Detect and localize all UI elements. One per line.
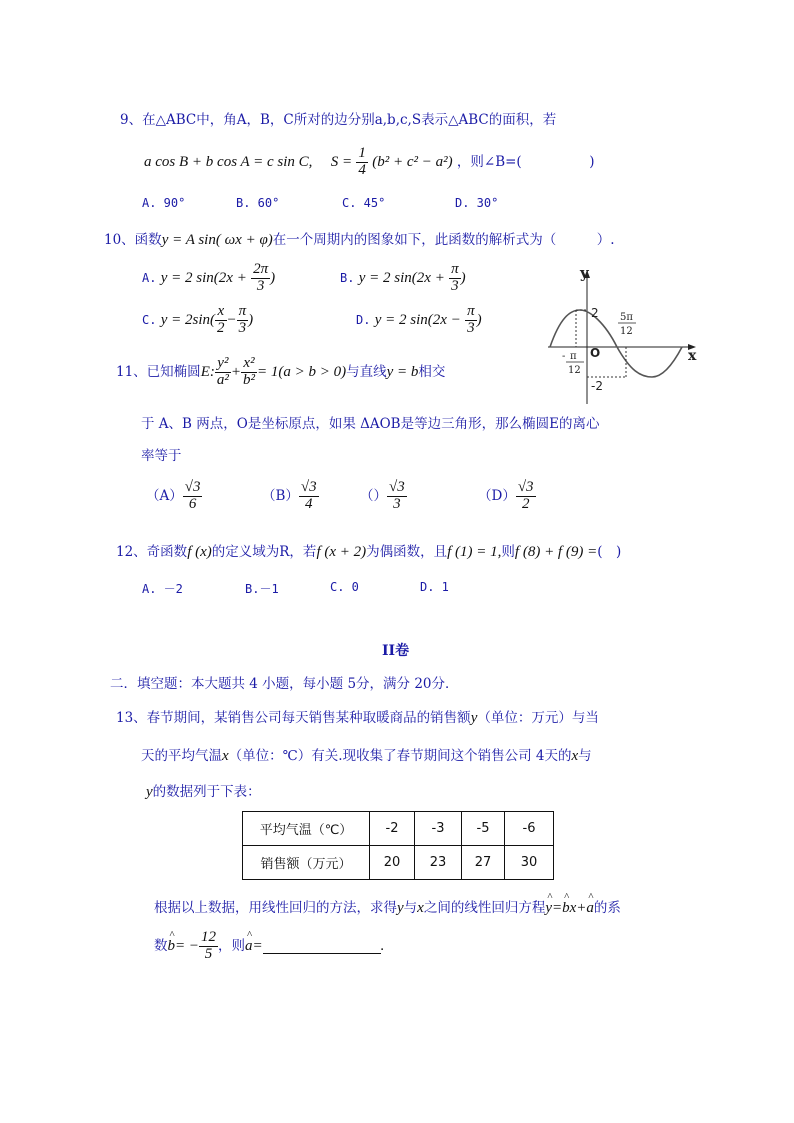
q9-cond-eq: a cos B + b cos A = c sin C,	[144, 153, 313, 170]
table-cell: -2	[370, 812, 415, 846]
q13-line2: 天的平均气温x（单位：℃）有关.现收集了春节期间这个销售公司 4天的x与	[141, 748, 592, 764]
q12-option-b: B.－1	[245, 582, 279, 596]
q11-stem: 11、已知椭圆E: $\frac{\text{y²}}{\text{a²}}$ + $\frac{\text{x²}}{\text{b²}}$ = 1(a > b > 0)与直线y = b相交	[116, 355, 446, 388]
q10-prefix: 10、函数	[104, 232, 162, 248]
q9-tail: ，则∠B=( )	[456, 153, 595, 170]
table-cell: 27	[462, 846, 505, 880]
q11-option-d: （D） $\frac{√3}{2}$	[478, 479, 534, 512]
q10-stem-text: 在一个周期内的图象如下，此函数的解析式为（ ）.	[272, 232, 615, 248]
q10-func: y = A sin( ωx + φ)	[161, 232, 273, 248]
table-cell: -6	[505, 812, 554, 846]
left-den: 12	[568, 365, 581, 376]
q13-after1: 根据以上数据，用线性回归的方法，求得y与x之间的线性回归方程^ y=^ bx+^ a的系	[154, 896, 621, 917]
q9-option-d: D. 30°	[455, 196, 499, 210]
q12-stem: 12、奇函数f (x)的定义域为R，若f (x + 2)为偶函数，且f (1) = 1,则f (8) + f (9) =( )	[116, 544, 622, 560]
origin-label: O	[590, 346, 601, 360]
max-label: 2	[591, 306, 599, 320]
table-cell: -5	[462, 812, 505, 846]
left-num: π	[570, 351, 577, 362]
q12-option-a: A. －2	[142, 582, 183, 596]
q12-option-c: C. 0	[330, 580, 359, 594]
q12-option-d: D. 1	[420, 580, 449, 594]
q11-line2: 于 A、B 两点，O是坐标原点，如果 ΔAOB是等边三角形，那么椭圆E的离心	[141, 416, 600, 432]
table-cell: 销售额（万元）	[243, 846, 370, 880]
q9-option-a: A. 90°	[142, 196, 186, 210]
q9-s-frac: $\frac{1}{4}$	[358, 145, 366, 178]
q10-option-c: C. y = 2sin( $\frac{x}{2}$ − $\frac{\pi}{3}$ )	[142, 303, 254, 336]
q10-option-d: D. y = 2 sin(2x − $\frac{\pi}{3}$ )	[356, 303, 482, 336]
table-row	[243, 846, 554, 880]
q9-condition	[144, 146, 594, 179]
q9-s-left: S =	[330, 153, 353, 170]
y-axis-label: y	[580, 264, 589, 282]
q9-stem: 9、在△ABC中，角A，B，C所对的边分别a,b,c,S表示△ABC的面积，若	[120, 112, 557, 128]
q11-option-b: （B） $\frac{√3}{4}$	[262, 479, 317, 512]
right-num: 5π	[620, 312, 633, 323]
right-den: 12	[620, 326, 633, 337]
q13-line3: y的数据列于下表：	[146, 784, 261, 800]
q9-option-b: B. 60°	[236, 196, 280, 210]
q13-data-table	[242, 811, 554, 880]
table-cell: 30	[505, 846, 554, 880]
q10-sine-graph	[530, 258, 710, 408]
q13-answer-blank[interactable]	[263, 939, 381, 954]
q11-option-c: （） $\frac{√3}{3}$	[360, 479, 405, 512]
table-cell: -3	[415, 812, 462, 846]
table-cell: 平均气温（℃）	[243, 812, 370, 846]
q10-option-b: B. y = 2 sin(2x + $\frac{\pi}{3}$ )	[340, 261, 466, 294]
q13-line1: 13、春节期间，某销售公司每天销售某种取暖商品的销售额y（单位：万元）与当	[116, 710, 599, 726]
table-cell: 20	[370, 846, 415, 880]
left-sign: -	[562, 351, 566, 362]
q13-after2: 数^ b= − $\frac{12}{5}$ ，则^ a= .	[154, 930, 384, 963]
x-axis-label: x	[688, 348, 697, 364]
table-cell: 23	[415, 846, 462, 880]
q9-s-rest: (b² + c² − a²)	[372, 153, 453, 170]
q11-line3: 率等于	[141, 448, 182, 464]
q9-option-c: C. 45°	[342, 196, 386, 210]
part2-section: 二．填空题：本大题共 4 小题，每小题 5分，满分 20分．	[110, 676, 459, 692]
part2-title: II卷	[382, 643, 410, 659]
q10-stem	[104, 228, 615, 249]
min-label: -2	[591, 379, 603, 393]
q10-option-a: A. y = 2 sin(2x + $\frac{2\pi}{3}$ )	[142, 261, 276, 294]
q11-option-a: （A） $\frac{√3}{6}$	[146, 479, 201, 512]
table-row	[243, 812, 554, 846]
